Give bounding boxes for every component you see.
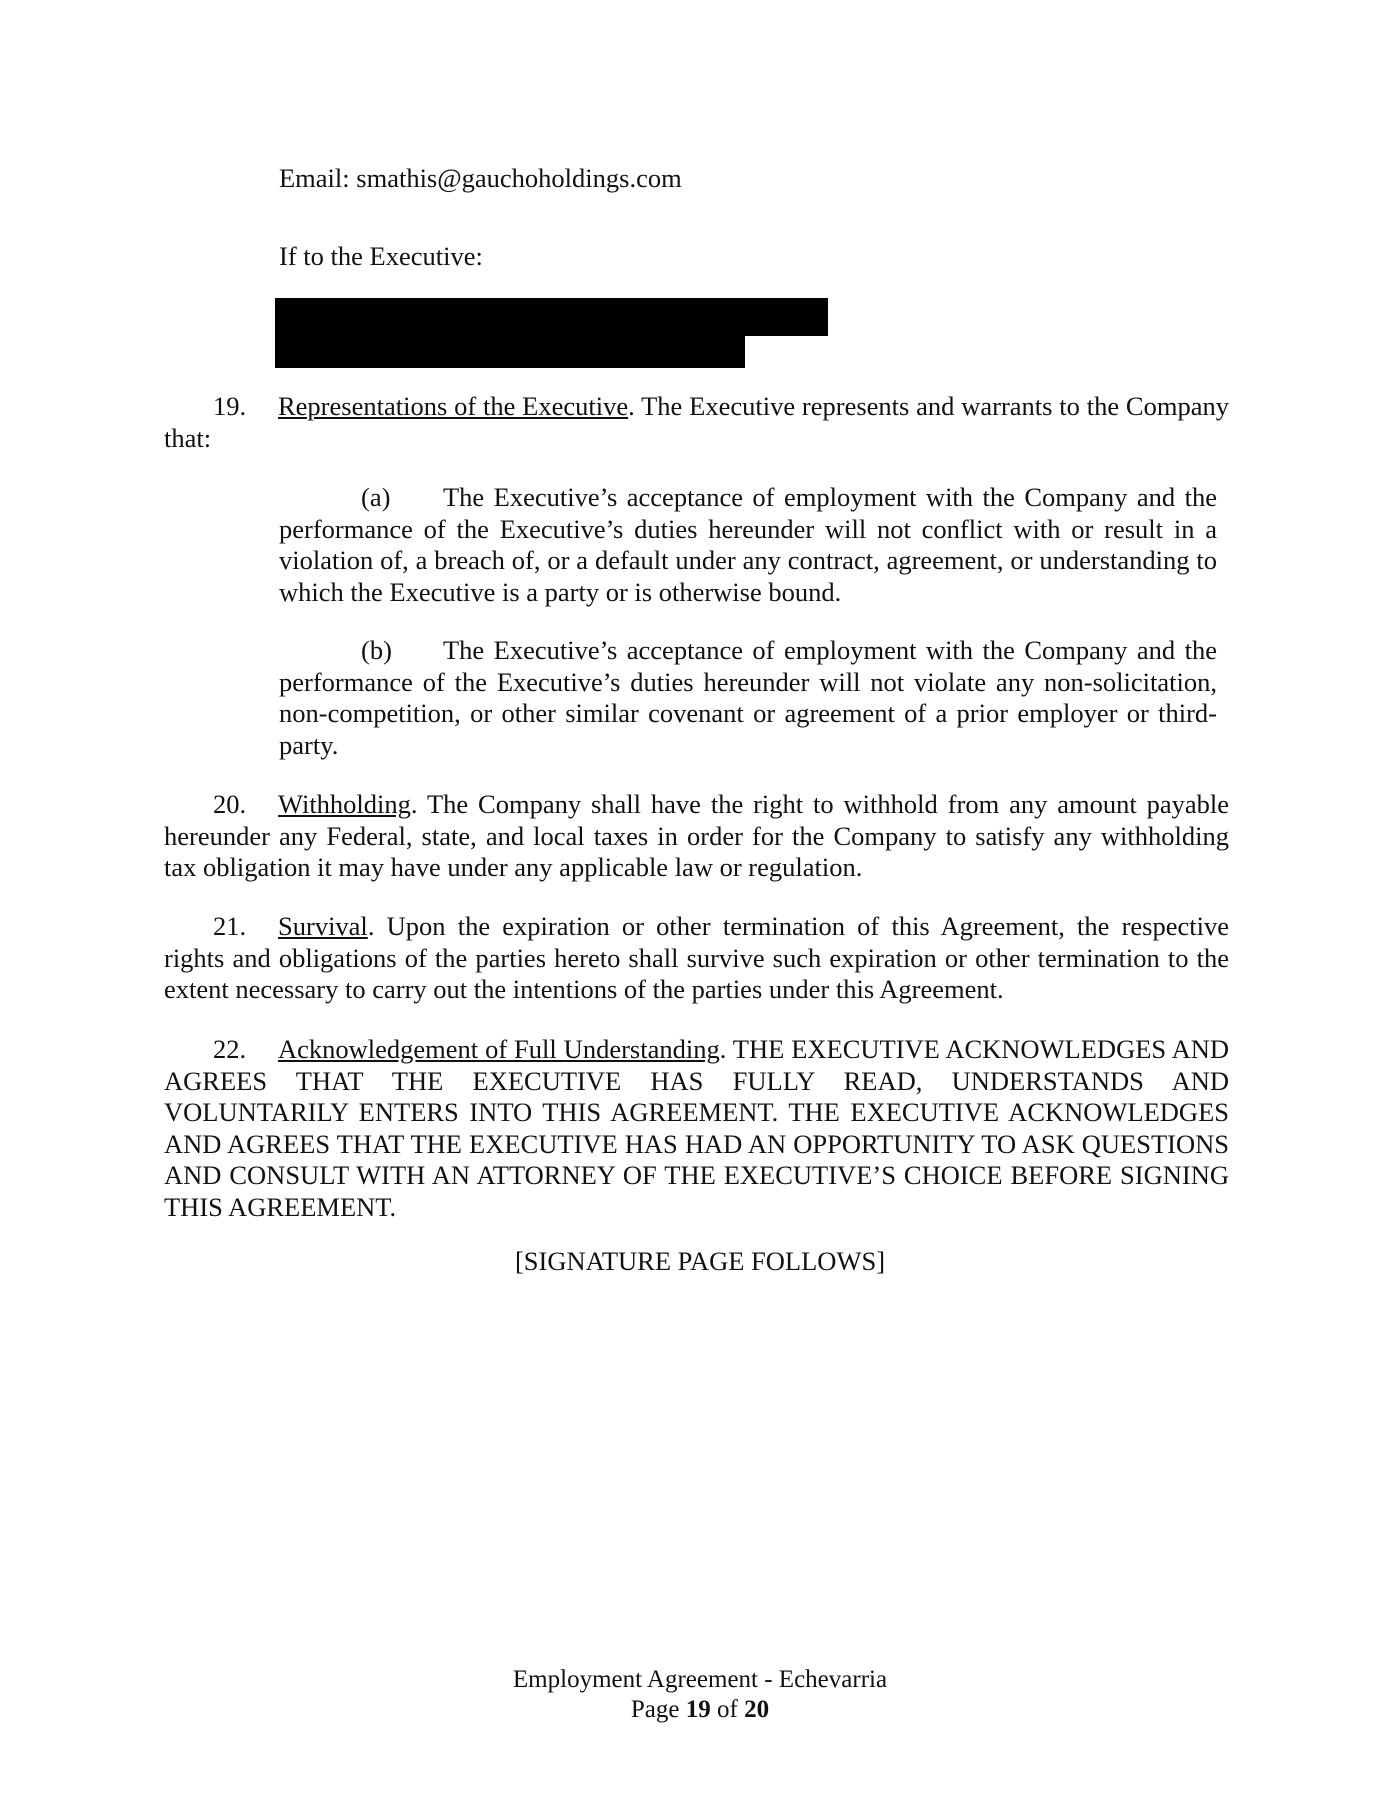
section-body: . Upon the expiration or other termination of this Agreement, the respective rights and obligations of the parties hereto shall survive such expiration or other termination to the extent necessary to carry out the intentions of the parties under this Agreement.	[164, 911, 1229, 1004]
section-body: . THE EXECUTIVE ACKNOWLEDGES AND AGREES THAT THE EXECUTIVE HAS FULLY READ, UNDERSTANDS AND VOLUNTARILY ENTERS INTO THIS AGREEMENT. THE EXECUTIVE ACKNOWLEDGES AND AGREES THAT THE EXECUTIVE HAS HAD AN OPPORTUNITY TO ASK QUESTIONS AND CONSULT WITH AN ATTORNEY OF THE EXECUTIVE’S CHOICE BEFORE SIGNING THIS AGREEMENT.	[164, 1034, 1229, 1222]
page-footer	[0, 1665, 1400, 1725]
section-22	[164, 1034, 1229, 1223]
subsection-text: The Executive’s acceptance of employment with the Company and the performance of the Executive’s duties hereunder will not violate any non-solicitation, non-competition, or other similar covenant or agreement of a prior employer or third-party.	[279, 635, 1217, 760]
section-number: 19.	[213, 391, 247, 421]
section-19-subsection-b	[279, 635, 1217, 761]
footer-page-total: 20	[744, 1696, 770, 1723]
redacted-address-line-2	[275, 330, 745, 368]
section-number: 20.	[213, 789, 247, 819]
section-caption: Withholding	[278, 789, 411, 819]
subsection-label: (b)	[361, 635, 392, 665]
notice-executive-heading: If to the Executive:	[279, 241, 483, 271]
footer-page-of: of	[717, 1696, 738, 1723]
section-number: 22.	[213, 1034, 247, 1064]
footer-document-title: Employment Agreement - Echevarria	[512, 1666, 888, 1693]
section-21	[164, 911, 1229, 1006]
subsection-text: The Executive’s acceptance of employment with the Company and the performance of the Executive’s duties hereunder will not conflict with or result in a violation of, a breach of, or a default under any contract, agreement, or understanding to which the Executive is a party or is otherwise bound.	[279, 482, 1217, 607]
section-number: 21.	[213, 911, 247, 941]
section-19-subsection-a	[279, 482, 1217, 608]
subsection-label: (a)	[361, 482, 391, 512]
signature-page-note: [SIGNATURE PAGE FOLLOWS]	[514, 1246, 886, 1276]
section-caption: Acknowledgement of Full Understanding	[278, 1034, 720, 1064]
section-caption: Representations of the Executive	[278, 391, 629, 421]
footer-page-number	[0, 1695, 1400, 1725]
section-body: . The Executive represents and warrants to the Company that:	[164, 391, 1229, 453]
section-body: . The Company shall have the right to withhold from any amount payable hereunder any Federal, state, and local taxes in order for the Company to satisfy any withholding tax obligation it may have under any applicable law or regulation.	[164, 789, 1229, 882]
footer-page-current: 19	[685, 1696, 711, 1723]
footer-page-prefix: Page	[630, 1696, 680, 1723]
section-caption: Survival	[278, 911, 368, 941]
notice-email-line: Email: smathis@gauchoholdings.com	[279, 163, 682, 193]
section-19	[164, 391, 1229, 454]
section-20	[164, 789, 1229, 884]
